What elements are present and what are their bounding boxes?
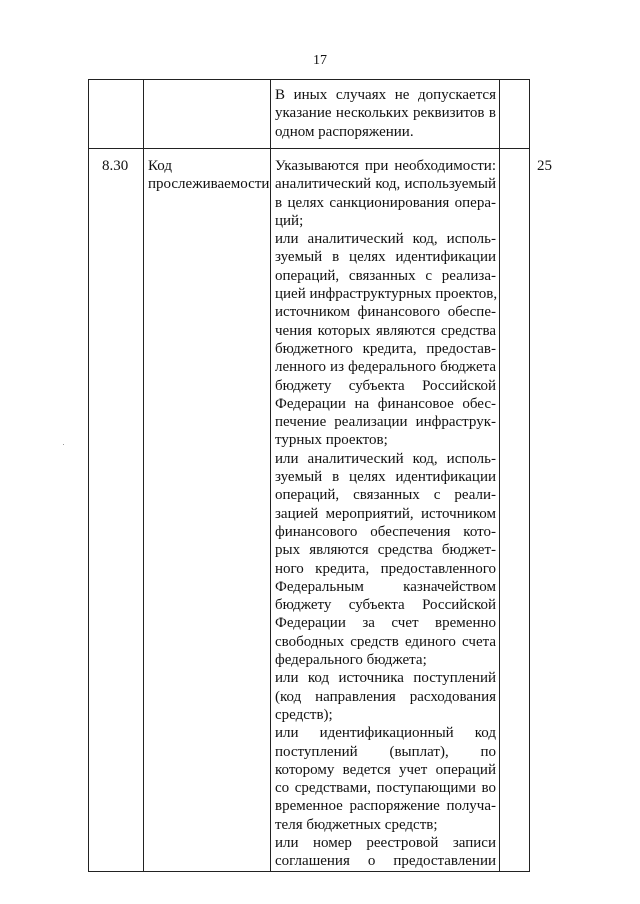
- text-line: или код источника поступлений: [275, 670, 496, 687]
- text-line: указание нескольких реквизитов в: [275, 105, 496, 122]
- description-text: [275, 157, 496, 871]
- text-line: Федеральным казначейством: [275, 578, 496, 595]
- text-line: или номер реестровой записи: [275, 834, 496, 851]
- text-line: зацией мероприятий, источником: [275, 505, 496, 522]
- code-cell: [500, 80, 530, 149]
- text-line: одном распоряжении.: [275, 123, 414, 140]
- text-line: которому ведется учет операций: [275, 761, 496, 778]
- text-line: со средствами, поступающими во: [275, 780, 496, 797]
- text-line: поступлений (выплат), по: [275, 743, 496, 760]
- text-line: в целях санкционирования опера-: [275, 194, 496, 211]
- text-line: зуемый в целях идентификации: [275, 249, 496, 266]
- text-line: ленного из федерального бюджета: [275, 359, 496, 376]
- text-line: или аналитический код, исполь-: [275, 450, 496, 467]
- text-line: финансового обеспечения кото-: [275, 523, 496, 540]
- text-line: (код направления расходования: [275, 688, 496, 705]
- text-line: турных проектов;: [275, 432, 388, 449]
- text-line: бюджету субъекта Российской: [275, 597, 496, 614]
- requisite-description-cell: [271, 149, 500, 872]
- text-line: аналитический код, используемый: [275, 176, 496, 193]
- page-number: 17: [313, 53, 327, 68]
- text-line: В иных случаях не допускается: [275, 87, 496, 103]
- text-line: операций, связанных с реализа-: [275, 267, 496, 284]
- requisite-name-line: Код: [148, 158, 172, 174]
- code-cell: 25: [500, 149, 530, 872]
- row-number-cell: 8.30: [89, 149, 144, 872]
- text-line: бюджету субъекта Российской: [275, 377, 496, 394]
- text-line: или аналитический код, исполь-: [275, 231, 496, 248]
- text-line: средств);: [275, 706, 333, 723]
- description-text: [275, 86, 496, 141]
- table-row: [89, 149, 530, 872]
- text-line: печение реализации инфраструк-: [275, 414, 496, 431]
- text-line: федерального бюджета;: [275, 652, 427, 669]
- scan-speck: [63, 444, 64, 445]
- table-row: [89, 80, 530, 149]
- text-line: Федерации на финансовое обес-: [275, 395, 496, 412]
- text-line: цией инфраструктурных проектов,: [275, 286, 498, 303]
- text-line: теля бюджетных средств;: [275, 816, 438, 833]
- text-line: чения которых являются средства: [275, 322, 496, 339]
- requisite-name-line: прослеживаемости: [148, 176, 270, 193]
- text-line: ного кредита, предоставленного: [275, 560, 496, 577]
- row-number-cell: [89, 80, 144, 149]
- text-line: Указываются при необходимости:: [275, 158, 496, 174]
- text-line: ций;: [275, 212, 304, 229]
- text-line: зуемый в целях идентификации: [275, 469, 496, 486]
- text-line: рых являются средства бюджет-: [275, 542, 496, 559]
- requisite-name-cell: [144, 149, 271, 872]
- requisite-name-cell: [144, 80, 271, 149]
- requisites-table: [88, 79, 552, 872]
- text-line: свободных средств единого счета: [275, 633, 496, 650]
- text-line: временное распоряжение получа-: [275, 798, 496, 815]
- requisite-description-cell: [271, 80, 500, 149]
- text-line: или идентификационный код: [275, 725, 496, 742]
- text-line: Федерации за счет временно: [275, 615, 496, 632]
- text-line: источником финансового обеспе-: [275, 304, 496, 321]
- text-line: соглашения о предоставлении: [275, 853, 496, 870]
- text-line: бюджетного кредита, предостав-: [275, 340, 496, 357]
- text-line: операций, связанных с реали-: [275, 487, 496, 504]
